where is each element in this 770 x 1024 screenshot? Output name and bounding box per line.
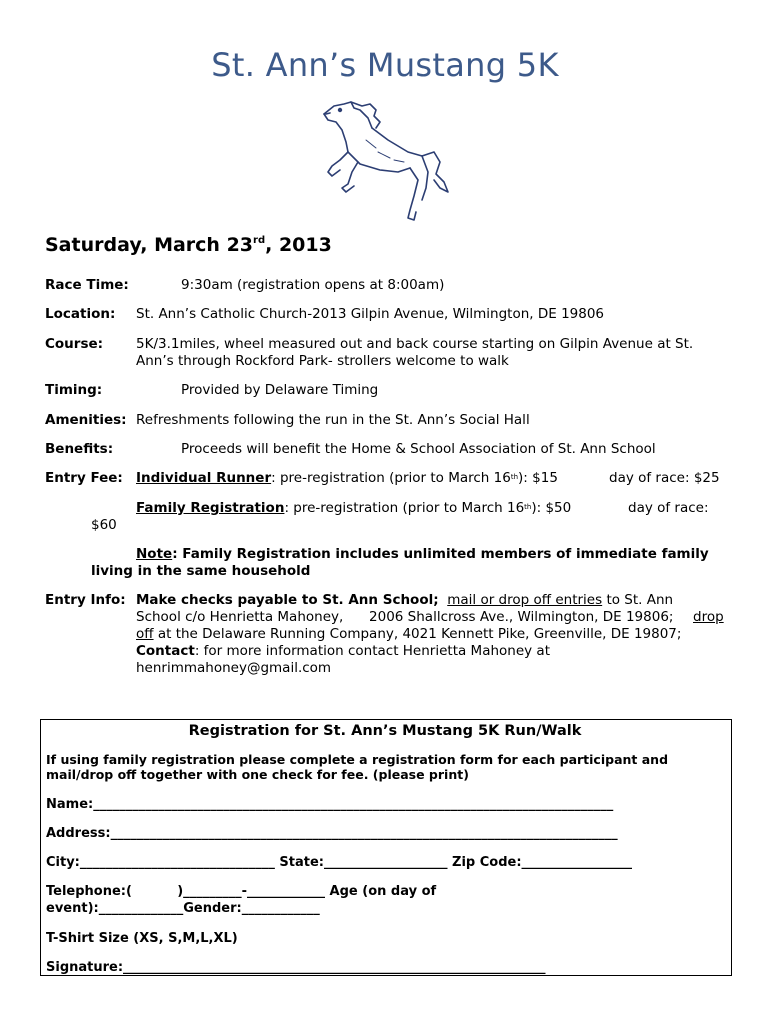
mail-entries-link[interactable]: mail or drop off entries <box>447 592 603 608</box>
timing-label: Timing: <box>45 382 103 398</box>
location-label: Location: <box>45 306 116 322</box>
contact-line: Contact: for more information contact Henrietta Mahoney at <box>136 643 550 659</box>
individual-day-of-race: day of race: $25 <box>609 470 720 486</box>
timing-value: Provided by Delaware Timing <box>181 382 379 398</box>
drop-off-link[interactable]: drop <box>693 609 724 625</box>
benefits-label: Benefits: <box>45 441 114 457</box>
drop-off-link-2[interactable]: off <box>136 626 154 642</box>
event-gender-field[interactable]: event):_____________Gender:____________ <box>46 901 320 916</box>
note-label: Note <box>136 546 173 562</box>
benefits-value: Proceeds will benefit the Home & School Association of St. Ann School <box>181 441 656 457</box>
family-registration-label: Family Registration <box>136 500 285 516</box>
contact-email[interactable]: henrimmahoney@gmail.com <box>136 660 332 676</box>
name-field[interactable]: Name:________________________________________________________________________________ <box>46 797 614 812</box>
form-instructions-line-2: mail/drop off together with one check for fee. (please print) <box>46 767 469 782</box>
contact-label: Contact <box>136 643 195 659</box>
signature-field[interactable]: Signature:_________________________________________________________________ <box>46 960 546 975</box>
amenities-value: Refreshments following the run in the St. Ann’s Social Hall <box>136 412 530 428</box>
race-time-value: 9:30am (registration opens at 8:00am) <box>181 277 445 293</box>
form-instructions-line-1: If using family registration please complete a registration form for each participant and <box>46 752 669 767</box>
telephone-age-field[interactable]: Telephone:( )_________-____________ Age (on day of <box>46 884 437 899</box>
entry-info-line-2: School c/o Henrietta Mahoney, 2006 Shallcross Ave., Wilmington, DE 19806; <box>136 609 674 625</box>
tshirt-size-field[interactable]: T-Shirt Size (XS, S,M,L,XL) <box>46 931 238 946</box>
family-fee-line: Family Registration: pre-registration (prior to March 16th): $50 <box>136 500 572 516</box>
individual-fee-line: Individual Runner: pre-registration (prior to March 16th): $15 <box>136 470 558 486</box>
address-field[interactable]: Address:______________________________________________________________________________ <box>46 826 618 841</box>
family-note: Note: Family Registration includes unlimited members of immediate family <box>136 546 709 562</box>
horse-logo <box>318 100 453 225</box>
race-time-label: Race Time: <box>45 277 129 293</box>
city-state-zip-field[interactable]: City:______________________________ State:___________________ Zip Code:_________________ <box>46 855 633 870</box>
family-day-price: $60 <box>91 517 117 533</box>
amenities-label: Amenities: <box>45 412 127 428</box>
course-line-1: 5K/3.1miles, wheel measured out and back course starting on Gilpin Avenue at St. <box>136 336 694 352</box>
family-day-of-race: day of race: <box>628 500 709 516</box>
location-value: St. Ann’s Catholic Church-2013 Gilpin Avenue, Wilmington, DE 19806 <box>136 306 605 322</box>
individual-runner-label: Individual Runner <box>136 470 272 486</box>
event-date: Saturday, March 23rd, 2013 <box>45 234 332 256</box>
course-label: Course: <box>45 336 104 352</box>
page-title: St. Ann’s Mustang 5K <box>211 46 559 84</box>
form-title: Registration for St. Ann’s Mustang 5K Run/Walk <box>188 723 582 739</box>
entry-info-label: Entry Info: <box>45 592 126 608</box>
entry-info-line-3: off at the Delaware Running Company, 4021 Kennett Pike, Greenville, DE 19807; <box>136 626 682 642</box>
course-line-2: Ann’s through Rockford Park- strollers welcome to walk <box>136 353 509 369</box>
entry-fee-label: Entry Fee: <box>45 470 123 486</box>
family-note-line-2: living in the same household <box>91 563 311 579</box>
entry-info-line-1: Make checks payable to St. Ann School; mail or drop off entries to St. Ann <box>136 592 674 608</box>
